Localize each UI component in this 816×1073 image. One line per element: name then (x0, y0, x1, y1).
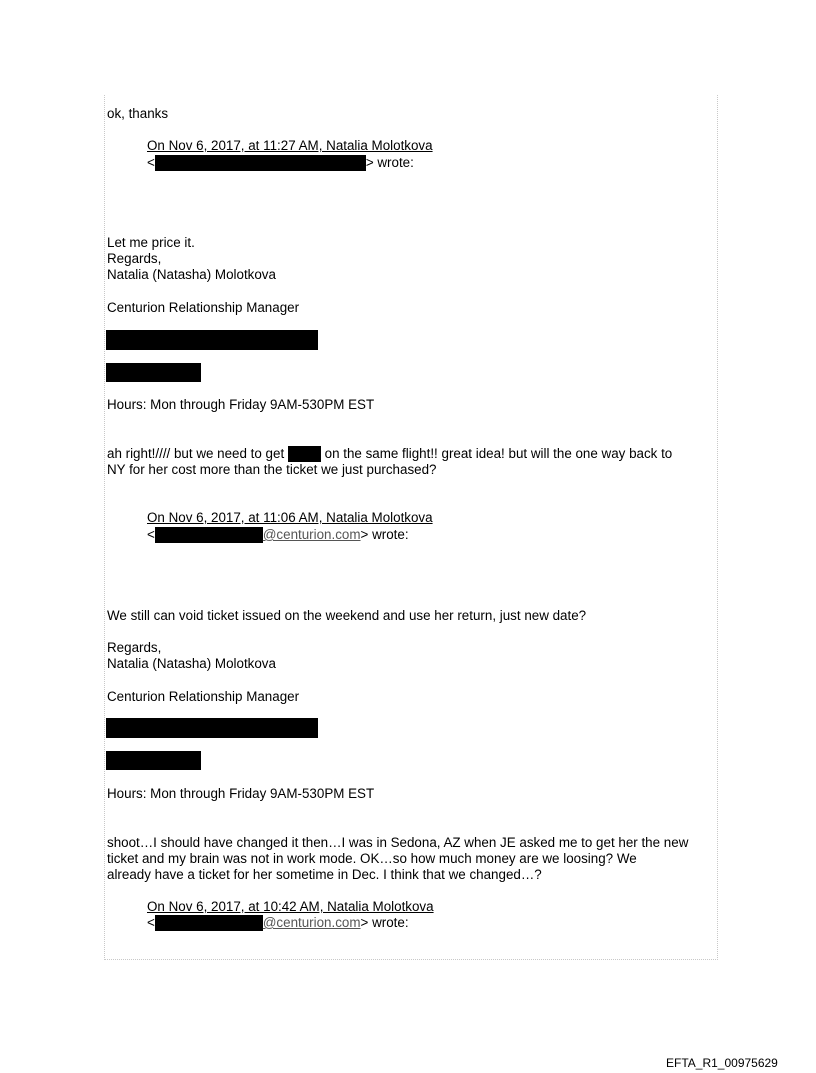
sender-name: Natalia (Natasha) Molotkova (107, 656, 276, 671)
lt-symbol: < (147, 915, 155, 930)
regards-text: Regards, (107, 640, 162, 655)
wrote-text: > wrote: (360, 915, 409, 930)
quote-email-line (147, 527, 409, 543)
quote-header: On Nov 6, 2017, at 11:06 AM, Natalia Molotkova (147, 510, 433, 525)
redaction-block (106, 718, 318, 738)
quote-header: On Nov 6, 2017, at 10:42 AM, Natalia Molotkova (147, 899, 434, 914)
hours-text: Hours: Mon through Friday 9AM-530PM EST (107, 786, 375, 801)
redaction-block (155, 155, 366, 171)
redaction-block (288, 446, 321, 462)
email-link[interactable]: @centurion.com (262, 915, 361, 930)
email-link[interactable]: @centurion.com (262, 527, 361, 542)
quote-email-line (147, 155, 414, 171)
message-body: We still can void ticket issued on the weekend and use her return, just new date? (107, 608, 587, 623)
sender-title: Centurion Relationship Manager (107, 300, 300, 315)
document-id: EFTA_R1_00975629 (666, 1056, 778, 1070)
reply-text-part: on the same flight!! great idea! but will the one way back to (324, 446, 673, 461)
redaction-block (155, 527, 263, 543)
reply-text: ok, thanks (107, 106, 169, 121)
message-body: Let me price it. (107, 235, 195, 250)
wrote-text: > wrote: (360, 527, 409, 542)
regards-text: Regards, (107, 251, 162, 266)
redaction-block (106, 330, 318, 350)
redaction-block (106, 751, 201, 770)
sender-name: Natalia (Natasha) Molotkova (107, 267, 276, 282)
quote-header: On Nov 6, 2017, at 11:27 AM, Natalia Molotkova (147, 138, 433, 153)
reply-text-part: ah right!//// but we need to get (107, 446, 285, 461)
redaction-block (106, 363, 201, 382)
reply-text-line (107, 446, 672, 462)
wrote-text: > wrote: (365, 155, 414, 170)
reply-text-line: NY for her cost more than the ticket we just purchased? (107, 462, 437, 477)
lt-symbol: < (147, 155, 155, 170)
hours-text: Hours: Mon through Friday 9AM-530PM EST (107, 397, 375, 412)
redaction-block (155, 915, 263, 931)
quote-email-line (147, 915, 409, 931)
sender-title: Centurion Relationship Manager (107, 689, 300, 704)
lt-symbol: < (147, 527, 155, 542)
reply-text-line: already have a ticket for her sometime in Dec. I think that we changed…? (107, 867, 542, 882)
reply-text-line: shoot…I should have changed it then…I was in Sedona, AZ when JE asked me to get her the new (107, 835, 689, 850)
reply-text-line: ticket and my brain was not in work mode. OK…so how much money are we loosing? We (107, 851, 637, 866)
